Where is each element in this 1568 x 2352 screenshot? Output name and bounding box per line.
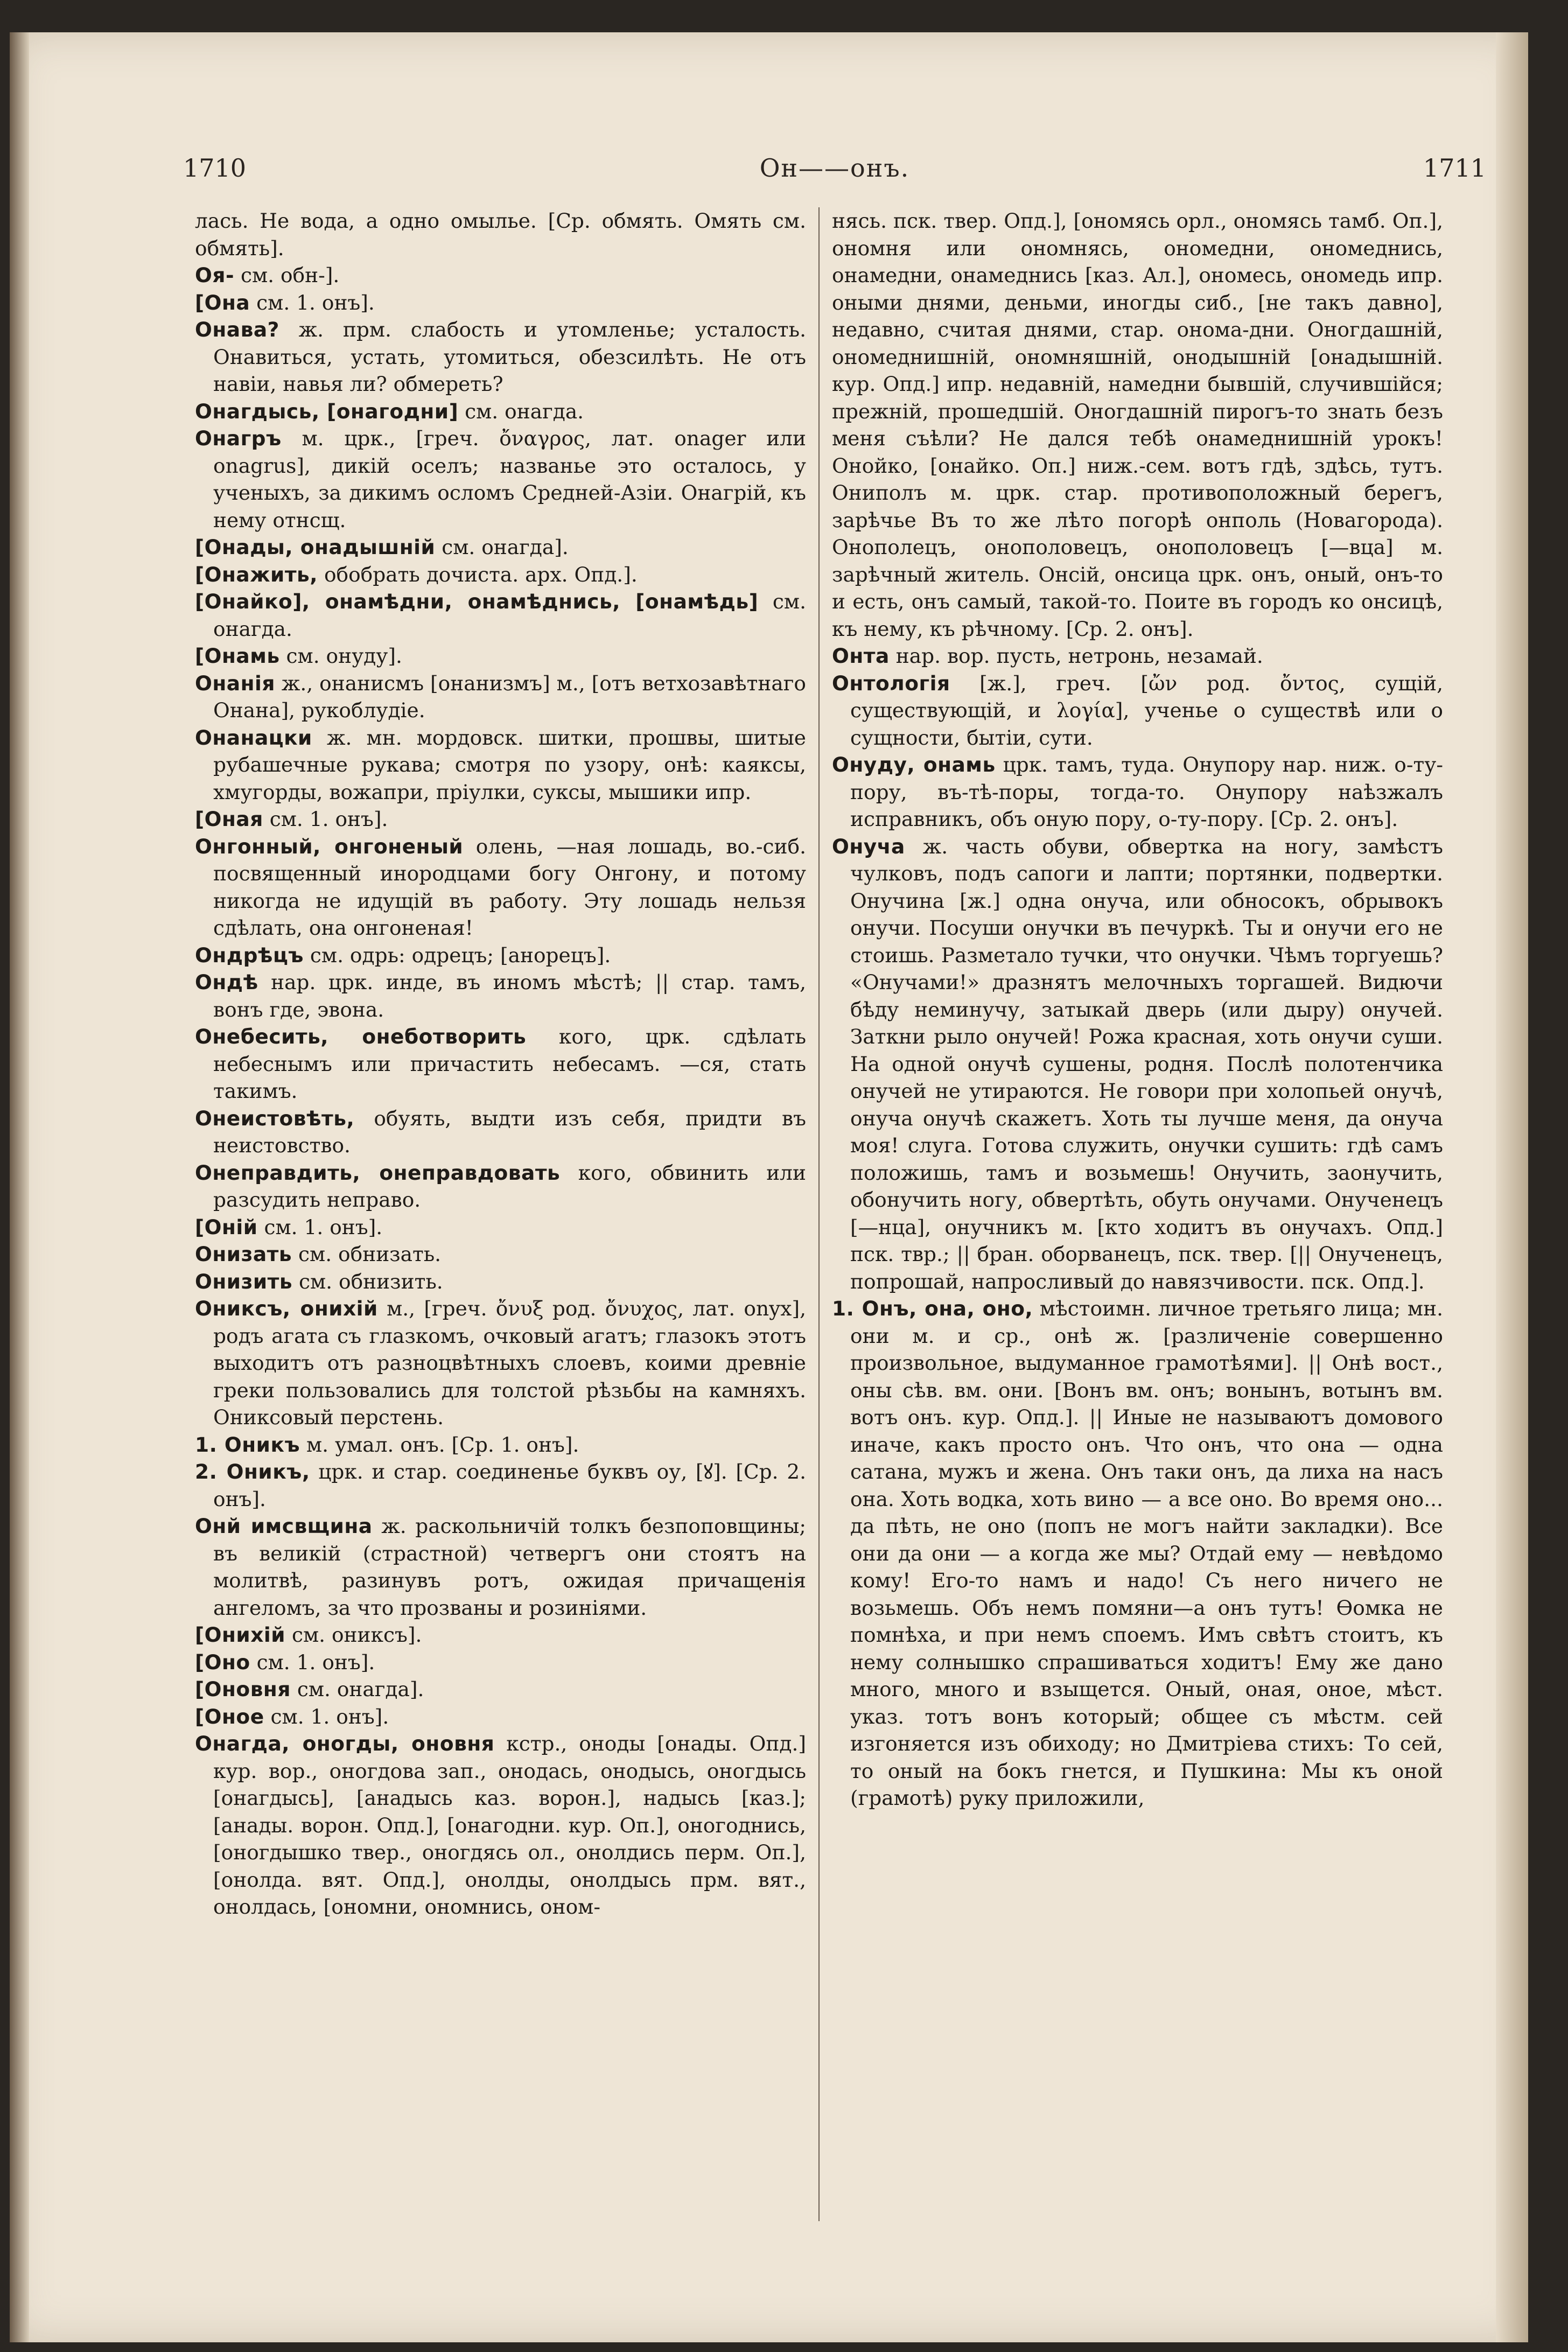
entry-headword: [Она	[195, 290, 250, 314]
entry-text: нар. вор. пусть, нетронь, незамай.	[889, 644, 1263, 668]
entry-headword: Онанацки	[195, 725, 312, 750]
dictionary-entry	[195, 1241, 806, 1268]
dictionary-entry	[195, 942, 806, 969]
entry-text: обобрать дочиста. арх. Опд.].	[318, 562, 638, 586]
entry-headword: 1. Оникъ	[195, 1432, 300, 1457]
dictionary-entry	[832, 642, 1443, 670]
entry-text: см. 1. онъ].	[263, 807, 388, 831]
entry-headword: Онта	[832, 644, 890, 668]
entry-text: см. обн-].	[234, 263, 340, 287]
entry-headword: 2. Оникъ,	[195, 1460, 310, 1483]
entry-headword: 1. Онъ, она, оно,	[832, 1297, 1033, 1320]
dictionary-entry	[195, 1703, 806, 1731]
entry-text: ж. часть обуви, обвертка на ногу, замѣстъ чулковъ, подъ сапоги и лапти; портянки, подвертки. Онучина [ж.] одна онуча, или обносокъ, обрывокъ онучи. Посуши онучки въ печуркѣ. Ты и онучи его не стоишь. Разметало тучки, что онучки. Чѣмъ торгуешь? «Онучами!» дразнятъ мелочныхъ торгашей. Видючи бѣду неминучу, затыкай дверь (или дыру) онучей. Заткни рыло онучей! Рожа красная, хоть онучи суши. На одной онучѣ сушены, родня. Послѣ полотенчика онучей не утираются. Не говори при холопьей онучѣ, онуча онучѣ скажетъ. Хоть ты лучше меня, да онуча моя! слуга. Готова служить, онучки сушить: гдѣ самъ положишь, тамъ и возьмешь! Онучить, заонучить, обонучить ногу, обвертѣть, обуть онучами. Онученецъ [—нца], онучникъ м. [кто ходитъ въ онучахъ. Опд.] пск. твр.; || бран. оборванецъ, пск. твер. [|| Онученецъ, попрошай, напросливый до навязчивости. пск. Опд.].	[850, 834, 1443, 1293]
page-number-left: 1710	[183, 153, 247, 183]
entry-headword: [Онамь	[195, 644, 280, 668]
entry-text: см. онагда].	[290, 1677, 424, 1701]
entry-headword: Ондрѣцъ	[195, 943, 304, 967]
dictionary-entry	[195, 1295, 806, 1431]
dictionary-entry	[195, 670, 806, 724]
entry-text: [ж.], греч. [ὤν род. ὄντος, сущій, существующій, и λογία], ученье о существѣ или о сущности, бытіи, сути.	[850, 671, 1443, 750]
dictionary-entry	[195, 724, 806, 806]
dictionary-entry	[195, 1649, 806, 1676]
dictionary-entry	[195, 1105, 806, 1159]
entry-headword: [Оно	[195, 1650, 250, 1674]
entry-text: црк. тамъ, туда. Онупору нар. ниж. о-ту-пору, въ-тѣ-поры, тогда-то. Онупору наѣзжалъ исправникъ, объ оную пору, о-ту-пору. [Ср. 2. онъ].	[850, 753, 1443, 831]
entry-text: обуять, выдти изъ себя, придти въ неистовство.	[213, 1106, 806, 1157]
entry-text: лась. Не вода, а одно омылье. [Ср. обмять. Омять см. обмять].	[195, 209, 806, 260]
entry-text: нясь. пск. твер. Опд.], [ономясь орл., ономясь тамб. Оп.], ономня или ономнясь, ономедни, ономеднись, онамедни, онамеднись [каз. Ал.], ономесь, ономедь ипр. оными днями, деньми, иногды сиб., [не такъ давно], недавно, считая днями, стар. онома-дни. Оногдашній, ономеднишній, ономняшній, онодышній [онадышній. кур. Опд.] ипр. недавній, намедни бывшій, случившійся; прежній, прошедшій. Оногдашній пирогъ-то знать безъ меня съѣли? Не дался тебѣ онамеднишній урокъ! Онойко, [онайко. Оп.] ниж.-сем. вотъ гдѣ, здѣсь, тутъ. Ониполъ м. црк. стар. противоположный берегъ, зарѣчье Въ то же лѣто погорѣ онполь (Новагорода). Онополецъ, онополовецъ, онополовецъ [—вца] м. зарѣчный житель. Онсій, онсица црк. онъ, оный, онъ-то и есть, онъ самый, такой-то. Поите въ городъ ко онсицѣ, къ нему, къ рѣчному. [Ср. 2. онъ].	[832, 209, 1443, 641]
entry-text: см. 1. онъ].	[264, 1704, 389, 1728]
dictionary-entry	[832, 207, 1443, 642]
entry-headword: [Онады, онадышній	[195, 535, 436, 559]
entry-headword: Оя-	[195, 263, 235, 287]
entry-text: кстр., оноды [онады. Опд.] кур. вор., оногдова зап., онодась, онодысь, оногдысь [онагдысь], [анадысь каз. ворон.], надысь [каз.]; [анады. ворон. Опд.], [онагодни. кур. Оп.], оногоднись, [оногдышко твер., оногдясь ол., онолдись перм. Оп.], [онолда. вят. Опд.], онолды, онолдысь прм. вят., онолдась, [ономни, ономнись, оном-	[213, 1732, 806, 1919]
entry-text: ж., онанисмъ [онанизмъ] м., [отъ ветхозавѣтнаго Онана], рукоблудіе.	[213, 671, 806, 722]
dictionary-entry	[832, 833, 1443, 1296]
dictionary-entry	[195, 1676, 806, 1703]
entry-text: м. црк., [греч. ὄναγρος, лат. onager или onagrus], дикій оселъ; названье это осталось, у ученыхъ, за дикимъ осломъ Средней-Азіи. Онагрій, къ нему отнсщ.	[213, 426, 806, 532]
dictionary-entry	[195, 1730, 806, 1921]
dictionary-entry	[195, 425, 806, 534]
dictionary-entry	[195, 207, 806, 262]
entry-headword: Онтологія	[832, 671, 950, 695]
entry-headword: [Онажить,	[195, 562, 318, 586]
dictionary-entry	[195, 561, 806, 589]
dictionary-entry	[195, 1621, 806, 1649]
running-header	[183, 153, 1486, 191]
dictionary-entry	[195, 1023, 806, 1105]
dictionary-entry	[195, 1268, 806, 1296]
entry-text: ж. прм. слабость и утомленье; усталость. Онавиться, устать, утомиться, обезсилѣть. Не отъ навіи, навья ли? обмереть?	[213, 318, 806, 396]
entry-headword: Онебесить, онеботворить	[195, 1025, 527, 1048]
entry-headword: Ониксъ, онихій	[195, 1297, 378, 1320]
entry-text: см. обнизать.	[292, 1242, 442, 1266]
entry-text: см. 1. онъ].	[250, 1650, 375, 1674]
entry-text: см. онагда].	[435, 535, 569, 559]
dictionary-entry	[195, 534, 806, 561]
entry-headword: [Оное	[195, 1704, 264, 1728]
entry-text: кого, црк. сдѣлать небеснымъ или причастить небесамъ. —ся, стать такимъ.	[213, 1025, 806, 1103]
dictionary-entry	[195, 316, 806, 398]
dictionary-entry	[832, 1295, 1443, 1812]
entry-headword: [Оная	[195, 807, 263, 831]
entry-headword: [Онихій	[195, 1623, 286, 1647]
entry-text: см. онуду].	[279, 644, 402, 668]
entry-headword: Онгонный, онгоненый	[195, 834, 464, 858]
entry-headword: [Оній	[195, 1215, 258, 1239]
entry-text: олень, —ная лошадь, во.-сиб. посвященный инородцами богу Онгону, и потому никогда не идущій въ работу. Эту лошадь нельзя сдѣлать, она онгоненая!	[213, 834, 806, 940]
entry-text: см. 1. онъ].	[257, 1215, 383, 1239]
dictionary-entry	[832, 670, 1443, 752]
entry-headword: Онава?	[195, 318, 279, 341]
entry-headword: Ондѣ	[195, 970, 258, 994]
dictionary-entry	[195, 262, 806, 289]
book-spine-shadow	[10, 32, 29, 2342]
dictionary-entry	[195, 1159, 806, 1214]
entry-text: см. обнизить.	[292, 1269, 443, 1293]
entry-text: м., [греч. ὄνυξ род. ὄνυχος, лат. onyx], родъ агата съ глазкомъ, очковый агатъ; глазокъ этотъ выходитъ отъ разноцвѣтныхъ слоевъ, коими древніе греки пользовались для толстой рѣзьбы на камняхъ. Ониксовый перстень.	[213, 1297, 806, 1429]
entry-text: см. одрь: одрецъ; [анорецъ].	[304, 943, 611, 967]
entry-headword: Онуду, онамь	[832, 753, 996, 776]
column-divider	[818, 207, 820, 2221]
entry-text: црк. и стар. соединенье буквъ оу, [ꙋ]. [Ср. 2. онъ].	[213, 1460, 806, 1511]
entry-text: см. 1. онъ].	[250, 290, 375, 314]
dictionary-entry	[195, 289, 806, 317]
dictionary-entry	[195, 1513, 806, 1621]
right-column	[832, 207, 1443, 2232]
entry-text: см. онагда.	[213, 590, 806, 641]
dictionary-entry	[195, 1431, 806, 1459]
dictionary-entry	[195, 398, 806, 425]
entry-headword: Онеистовѣть,	[195, 1106, 355, 1130]
entry-text: нар. црк. инде, въ иномъ мѣстѣ; || стар. тамъ, вонъ где, эвона.	[213, 970, 806, 1021]
entry-headword: Онагдысь, [онагодни]	[195, 399, 459, 423]
entry-text: см. ониксъ].	[285, 1623, 422, 1647]
entry-text: ж. мн. мордовск. шитки, прошвы, шитые рубашечные рукава; смотря по узору, онѣ: каяксы, хмугорды, вожапри, пріулки, суксы, мышики ипр.	[213, 725, 806, 804]
entry-headword: Онеправдить, онеправдовать	[195, 1160, 561, 1185]
entry-text: м. умал. онъ. [Ср. 1. онъ].	[300, 1432, 579, 1457]
entry-headword: Онизать	[195, 1242, 292, 1266]
running-title: Он——онъ.	[759, 153, 910, 183]
entry-text: ж. раскольничій толкъ безпоповщины; въ великій (страстной) четвергъ они стоятъ на молитвѣ, разинувъ ротъ, ожидая причащенія ангеломъ, за что прозваны и розиніями.	[213, 1514, 806, 1620]
entry-headword: Онагда, оногды, оновня	[195, 1732, 495, 1755]
entry-text: кого, обвинить или разсудить неправо.	[213, 1160, 806, 1212]
entry-text: мѣстоимн. личное третьяго лица; мн. они м. и ср., онѣ ж. [различеніе совершенно произвольное, выдуманное грамотѣями]. || Онѣ вост., оны сѣв. вм. они. [Вонъ вм. онъ; вонынъ, вотынъ вм. вотъ онъ. кур. Опд.]. || Иные не называютъ домового иначе, какъ просто онъ. Что онъ, что она — одна сатана, мужъ и жена. Онъ таки онъ, да лиха на насъ она. Хоть водка, хоть вино — а все оно. Во время оно... да пѣть, не оно (попъ не могъ найти закладки). Все они да они — а когда же мы? Отдай ему — невѣдомо кому! Его-то намъ и надо! Съ него ничего не возьмешь. Объ немъ помяни—а онъ тутъ! Ѳомка не помнѣха, и при немъ споемъ. Имъ свѣтъ стоитъ, къ нему солнышко спрашиваться ходитъ! Ему же дано много, много и взыщется. Оный, оная, оное, мѣст. указ. тотъ вонъ который; общее съ мѣстм. сей изгоняется изъ обиходу; но Дмитріева стихъ: То сей, то оный на бокъ гнется, и Пушкина: Мы къ оной (грамотѣ) руку приложили,	[850, 1297, 1443, 1810]
dictionary-entry	[195, 969, 806, 1023]
dictionary-entry	[195, 642, 806, 670]
dictionary-entry	[195, 806, 806, 833]
page-number-right: 1711	[1423, 153, 1486, 183]
dictionary-entry	[195, 833, 806, 942]
dictionary-entry	[195, 588, 806, 642]
dictionary-entry	[195, 1214, 806, 1241]
entry-headword: Онанія	[195, 671, 275, 695]
page-edge	[1496, 32, 1528, 2342]
entry-headword: Онуча	[832, 834, 905, 858]
left-column	[195, 207, 806, 2232]
entry-headword: Онагръ	[195, 426, 282, 450]
entry-headword: Онизить	[195, 1269, 293, 1293]
entry-text: см. онагда.	[458, 399, 584, 423]
entry-headword: [Онайко], онамѣдни, онамѣднись, [онамѣдь]	[195, 590, 759, 613]
entry-headword: Онй имсвщина	[195, 1514, 373, 1538]
entry-headword: [Оновня	[195, 1677, 291, 1701]
dictionary-entry	[195, 1458, 806, 1513]
dictionary-entry	[832, 751, 1443, 833]
